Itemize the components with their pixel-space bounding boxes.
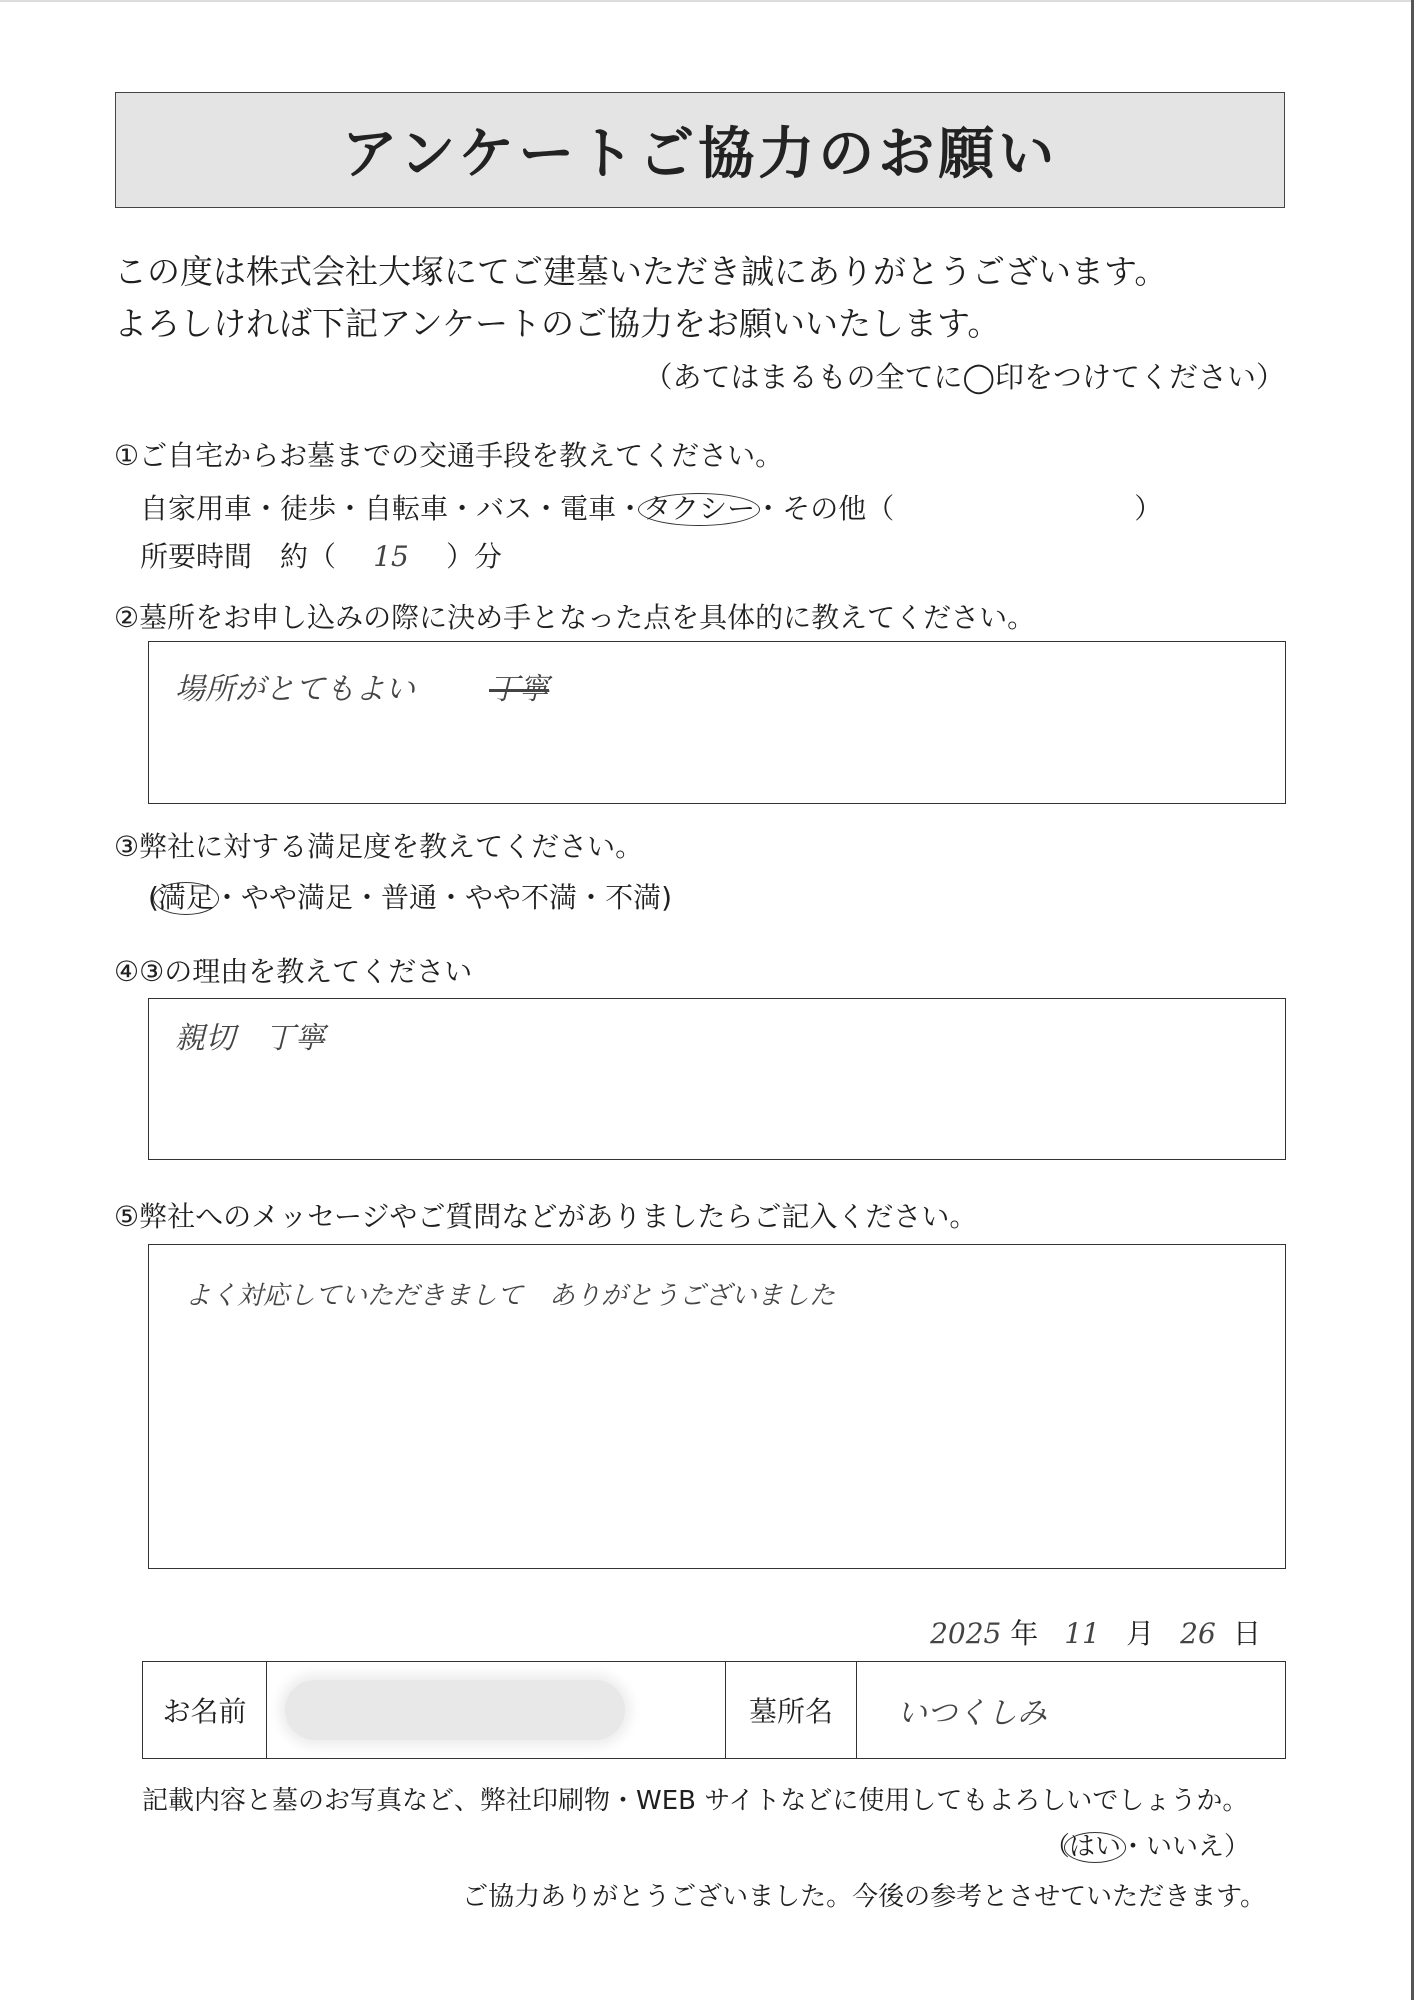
redacted-name <box>285 1680 625 1740</box>
date-year-label: 年 <box>1010 1617 1039 1650</box>
q4-answer-text: 親切 丁寧 <box>175 1021 325 1056</box>
q3-option-neutral[interactable]: 普通 <box>381 881 438 914</box>
date-month-label: 月 <box>1126 1617 1155 1650</box>
intro-line-1: この度は株式会社大塚にてご建墓いただき誠にありがとうございます。 <box>114 252 1168 291</box>
consent-question: 記載内容と墓のお写真など、弊社印刷物・WEB サイトなどに使用してもよろしいでしょうか。 <box>142 1786 1249 1816</box>
q1-time-label: 所要時間 約（ <box>140 540 337 573</box>
intro-line-2: よろしければ下記アンケートのご協力をお願いいたします。 <box>114 304 1001 343</box>
info-table <box>142 1661 1286 1759</box>
consent-options <box>1044 1826 1250 1863</box>
instruction-note: （あてはまるもの全てに◯印をつけてください） <box>643 360 1285 394</box>
q2-answer-box[interactable] <box>148 641 1286 804</box>
q3-option-somewhat-dissatisfied[interactable]: やや不満 <box>465 881 578 914</box>
q1-option-walk[interactable]: 徒歩 <box>280 492 337 525</box>
date-year[interactable]: 2025 <box>930 1617 1002 1650</box>
q1-other-open: （ <box>866 492 895 525</box>
date-day-label: 日 <box>1232 1617 1261 1650</box>
q3-options: (満足・やや満足・普通・やや不満・不満) <box>148 881 673 914</box>
date-row <box>930 1612 1261 1652</box>
q1-option-other[interactable]: その他 <box>782 492 867 525</box>
q1-option-bus[interactable]: バス <box>476 492 533 525</box>
q1-time-value[interactable]: 15 <box>373 540 409 573</box>
q4-question: ④③の理由を教えてください <box>114 955 473 988</box>
q1-option-taxi-circled[interactable]: タクシー <box>638 493 760 526</box>
consent-no[interactable]: いいえ <box>1145 1832 1224 1862</box>
q1-option-train[interactable]: 電車 <box>560 492 617 525</box>
q1-question: ①ご自宅からお墓までの交通手段を教えてください。 <box>114 439 784 472</box>
q2-answer-text: 場所がとてもよい <box>175 672 415 707</box>
consent-close: ） <box>1223 1832 1250 1862</box>
q2-question: ②墓所をお申し込みの際に決め手となった点を具体的に教えてください。 <box>114 601 1036 634</box>
closing-text: ご協力ありがとうございました。今後の参考とさせていただきます。 <box>462 1882 1266 1912</box>
name-label: お名前 <box>143 1662 267 1759</box>
grave-field[interactable] <box>857 1662 1286 1759</box>
q1-options: 自家用車・徒歩・自転車・バス・電車・タクシー・その他（ ） <box>140 492 1163 525</box>
consent-yes-circled[interactable]: はい <box>1064 1832 1126 1863</box>
q5-answer-box[interactable] <box>148 1244 1286 1569</box>
title-banner <box>115 92 1285 208</box>
q3-option-satisfied-circled[interactable]: 満足 <box>153 882 219 915</box>
page-title: アンケートご協力のお願い <box>341 122 1059 187</box>
grave-label: 墓所名 <box>726 1662 857 1759</box>
q3-option-dissatisfied[interactable]: 不満 <box>605 881 662 914</box>
q5-answer-text: よく対応していただきまして ありがとうございました <box>185 1281 836 1311</box>
q1-time-row <box>140 535 502 575</box>
date-day[interactable]: 26 <box>1180 1617 1216 1650</box>
q1-option-car[interactable]: 自家用車 <box>140 492 253 525</box>
q4-answer-box[interactable] <box>148 998 1286 1160</box>
consent-open: （ <box>1043 1832 1070 1862</box>
page-edge-top <box>0 0 1414 2</box>
q5-question: ⑤弊社へのメッセージやご質問などがありましたらご記入ください。 <box>114 1200 978 1233</box>
grave-value: いつくしみ <box>897 1696 1047 1731</box>
q3-question: ③弊社に対する満足度を教えてください。 <box>114 830 644 863</box>
name-field[interactable] <box>267 1662 726 1759</box>
q3-option-somewhat-satisfied[interactable]: やや満足 <box>240 881 353 914</box>
q1-option-bicycle[interactable]: 自転車 <box>364 492 449 525</box>
date-month[interactable]: 11 <box>1064 1617 1100 1650</box>
consent-sep: ・ <box>1119 1832 1146 1862</box>
q1-time-unit: ）分 <box>446 540 503 573</box>
q2-struck-text: 丁寧 <box>489 672 549 707</box>
q1-other-close: ） <box>1134 492 1163 525</box>
